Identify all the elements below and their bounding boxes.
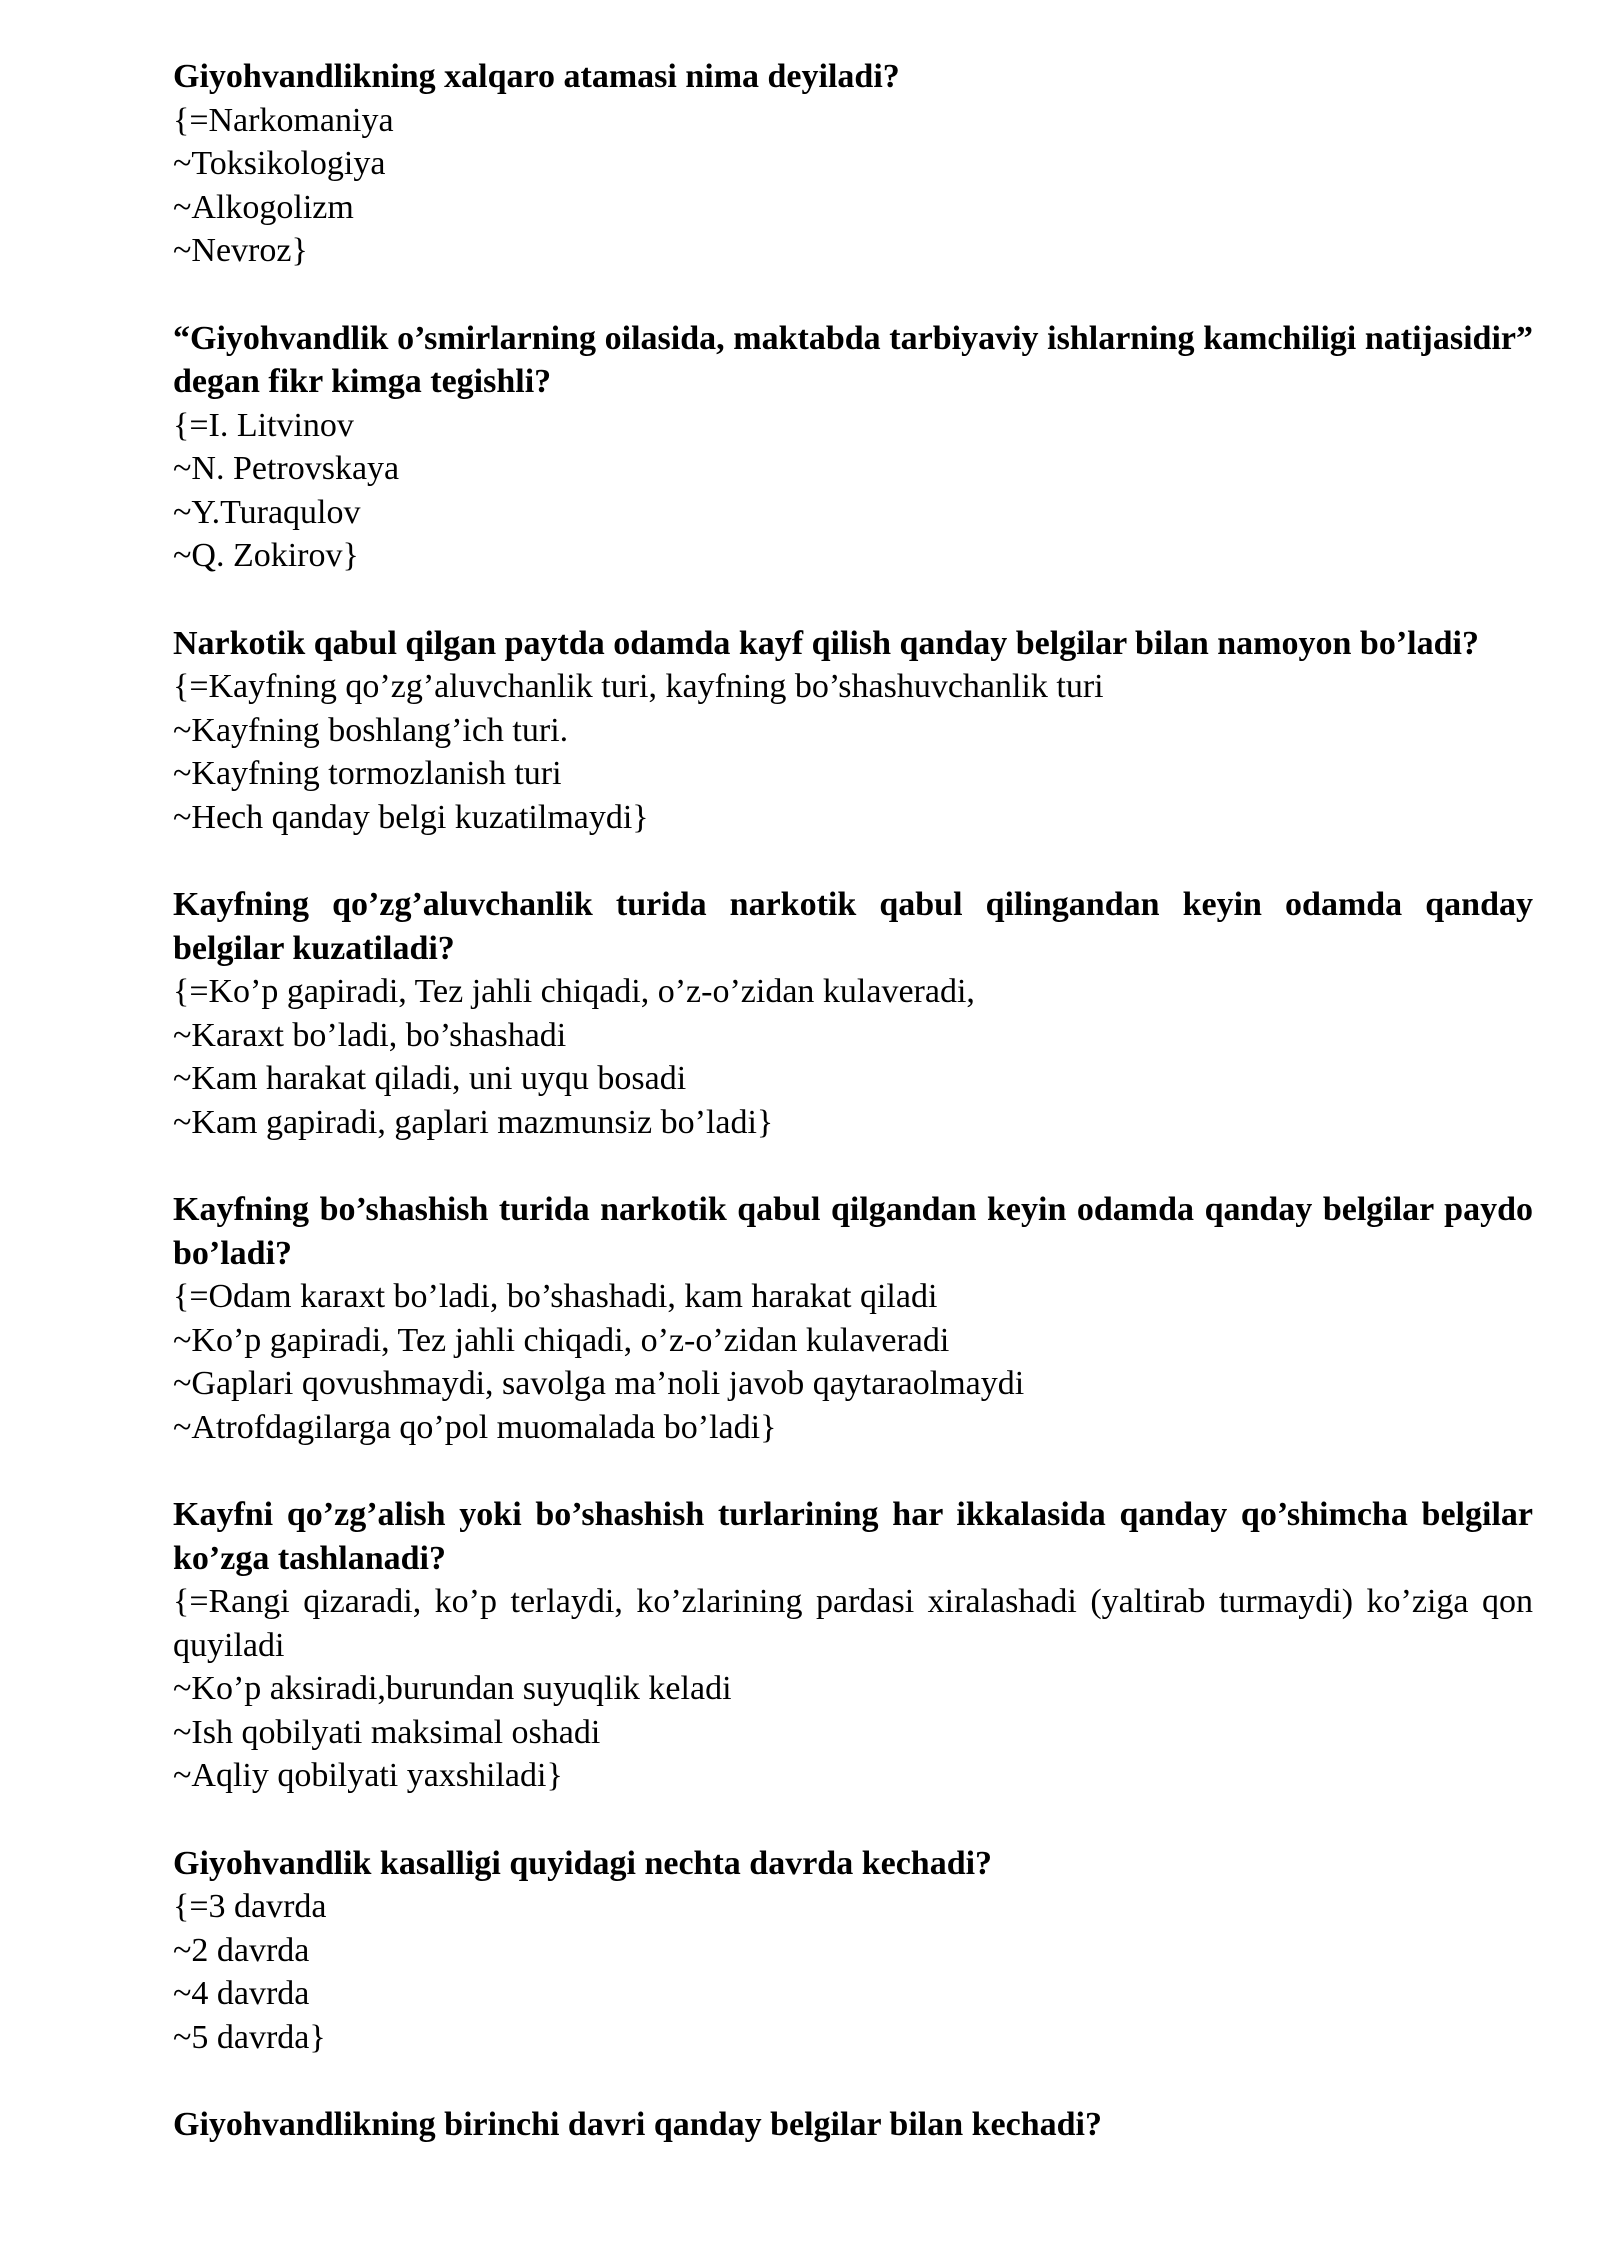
question-block-3 [173, 622, 1533, 840]
question-text: Kayfni qo’zg’alish yoki bo’shashish turlarining har ikkalasida qanday qo’shimcha belgilar ko’zga tashlanadi? [173, 1496, 1533, 1577]
answer-option: ~Aqliy qobilyati yaxshiladi} [173, 1757, 563, 1794]
answer-option: ~Kam harakat qiladi, uni uyqu bosadi [173, 1060, 687, 1097]
answer-option: ~Atrofdagilarga qo’pol muomalada bo’ladi} [173, 1408, 777, 1446]
answer-option: ~Kayfning boshlang’ich turi. [173, 711, 569, 749]
answer-option: ~Toksikologiya [173, 145, 386, 182]
answer-option: {=Odam karaxt bo’ladi, bo’shashadi, kam harakat qiladi [173, 1278, 938, 1315]
question-block-8 [173, 2103, 1533, 2147]
question-text: Kayfning bo’shashish turida narkotik qabul qilgandan keyin odamda qanday belgilar paydo bo’ladi? [173, 1191, 1533, 1272]
answer-option: ~Karaxt bo’ladi, bo’shashadi [173, 1016, 567, 1054]
answer-option: ~2 davrda [173, 1931, 310, 1969]
question-block-2 [173, 317, 1533, 578]
question-text: Giyohvandlikning xalqaro atamasi nima deyiladi? [173, 58, 900, 95]
question-text: Kayfning qo’zg’aluvchanlik turida narkotik qabul qilingandan keyin odamda qanday belgilar kuzatiladi? [173, 886, 1533, 967]
answer-option: ~Hech qanday belgi kuzatilmaydi} [173, 798, 649, 836]
answer-option: ~5 davrda} [173, 2018, 326, 2056]
answer-option: ~Y.Turaqulov [173, 493, 361, 531]
answer-option: ~N. Petrovskaya [173, 450, 400, 487]
answer-option: ~Ko’p aksiradi,burundan suyuqlik keladi [173, 1670, 732, 1707]
answer-option: ~Q. Zokirov} [173, 537, 359, 574]
answer-option: ~Gaplari qovushmaydi, savolga ma’noli javob qaytaraolmaydi [173, 1365, 1025, 1402]
answer-option: {=Narkomaniya [173, 101, 394, 139]
answer-option: ~Kam gapiradi, gaplari mazmunsiz bo’ladi} [173, 1103, 774, 1141]
answer-option: ~Nevroz} [173, 232, 308, 269]
question-text: Narkotik qabul qilgan paytda odamda kayf qilish qanday belgilar bilan namoyon bo’ladi? [173, 624, 1479, 662]
question-text: Giyohvandlikning birinchi davri qanday belgilar bilan kechadi? [173, 2106, 1102, 2143]
answer-option: {=Ko’p gapiradi, Tez jahli chiqadi, o’z-o’zidan kulaveradi, [173, 973, 975, 1010]
document-page [173, 55, 1533, 2191]
answer-option: ~4 davrda [173, 1975, 310, 2012]
answer-option: {=3 davrda [173, 1888, 327, 1925]
answer-option: ~Kayfning tormozlanish turi [173, 755, 562, 792]
question-block-1 [173, 55, 1533, 273]
answer-option: {=Kayfning qo’zg’aluvchanlik turi, kayfning bo’shashuvchanlik turi [173, 668, 1104, 705]
question-block-6 [173, 1493, 1533, 1798]
question-text: Giyohvandlik kasalligi quyidagi nechta davrda kechadi? [173, 1844, 993, 1882]
question-block-4 [173, 883, 1533, 1144]
question-block-7 [173, 1842, 1533, 2060]
answer-option: ~Ish qobilyati maksimal oshadi [173, 1713, 601, 1751]
answer-option: ~Alkogolizm [173, 188, 354, 226]
question-text: “Giyohvandlik o’smirlarning oilasida, maktabda tarbiyaviy ishlarning kamchiligi natijasidir” degan fikr kimga tegishli? [173, 319, 1533, 400]
answer-option: {=Rangi qizaradi, ko’p terlaydi, ko’zlarining pardasi xiralashadi (yaltirab turmaydi) ko’ziga qon quyiladi [173, 1583, 1533, 1664]
answer-option: ~Ko’p gapiradi, Tez jahli chiqadi, o’z-o’zidan kulaveradi [173, 1321, 950, 1359]
question-block-5 [173, 1188, 1533, 1449]
answer-option: {=I. Litvinov [173, 406, 354, 444]
